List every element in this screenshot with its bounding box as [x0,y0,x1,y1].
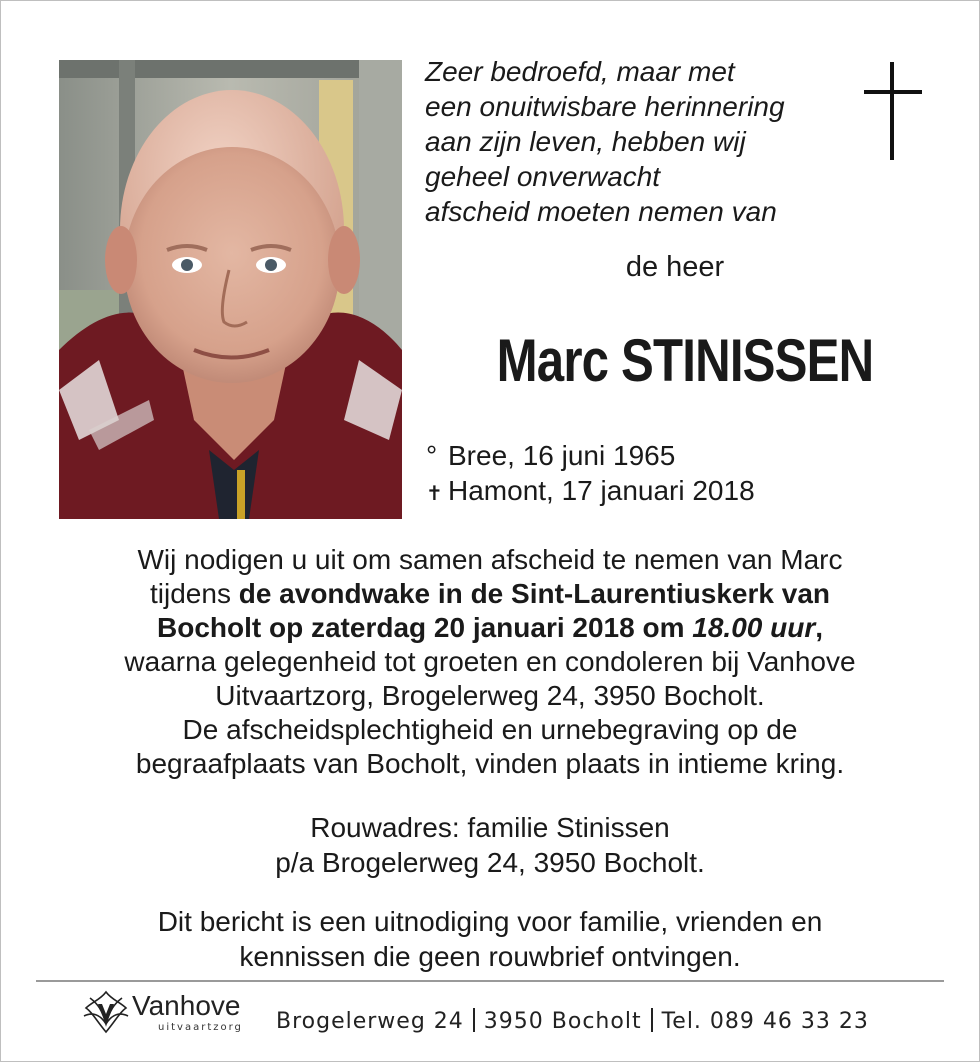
invitation-line: waarna gelegenheid tot groeten en condoleren bij Vanhove [124,646,856,677]
mourning-address-line: Rouwadres: familie Stinissen [310,812,670,843]
invitation-line: Wij nodigen u uit om samen afscheid te nemen van Marc [137,544,843,575]
invitation-paragraph [40,543,940,781]
cross-icon [864,62,922,160]
invitation-text: tijdens [150,578,239,609]
portrait-photo [59,60,402,519]
invitation-line: begraafplaats van Bocholt, vinden plaats in intieme kring. [135,748,845,779]
honorific: de heer [625,251,725,283]
birth-text: Bree, 16 juni 1965 [448,440,676,471]
notice-line: kennissen die geen rouwbrief ontvingen. [239,941,741,972]
invitation-line: De afscheidsplechtigheid en urnebegraving op de [182,714,798,745]
footer-contact [276,1008,869,1034]
invitation-line [40,577,940,611]
logo-subtitle: uitvaartzorg [158,1022,243,1033]
invitation-punctuation: , [815,612,823,643]
death-symbol: ✝ [426,483,443,505]
footer-phone: Tel. 089 46 33 23 [661,1009,869,1034]
life-dates [426,438,755,512]
birth-symbol: ° [426,440,438,471]
invitation-line: Uitvaartzorg, Brogelerweg 24, 3950 Bocholt. [215,680,765,711]
intro-line: aan zijn leven, hebben wij [425,126,746,157]
divider [36,980,944,982]
footer-address: Brogelerweg 24 [276,1009,464,1034]
death-line [426,473,755,512]
notice-text [40,904,940,974]
logo-mark-icon [82,988,130,1036]
intro-line: afscheid moeten nemen van [425,196,777,227]
death-text: Hamont, 17 januari 2018 [448,475,755,506]
footer-city: 3950 Bocholt [483,1009,642,1034]
invitation-emphasis: de avondwake in de Sint-Laurentiuskerk van [238,578,830,609]
birth-line [426,438,755,473]
intro-line: een onuitwisbare herinnering [425,91,785,122]
mourning-address-line: p/a Brogelerweg 24, 3950 Bocholt. [275,847,705,878]
logo-name: Vanhove [132,990,241,1021]
mourning-address [40,810,940,880]
invitation-time: 18.00 uur [692,612,816,643]
intro-line: Zeer bedroefd, maar met [425,56,735,87]
notice-line: Dit bericht is een uitnodiging voor familie, vrienden en [157,906,823,937]
intro-line: geheel onverwacht [425,161,661,192]
invitation-emphasis: Bocholt op zaterdag 20 januari 2018 om [157,612,693,643]
deceased-name: Marc STINISSEN [496,327,874,394]
footer-separator [651,1008,653,1032]
intro-text [425,54,845,229]
invitation-line [40,611,940,645]
vanhove-logo [82,988,262,1038]
footer-separator [473,1008,475,1032]
